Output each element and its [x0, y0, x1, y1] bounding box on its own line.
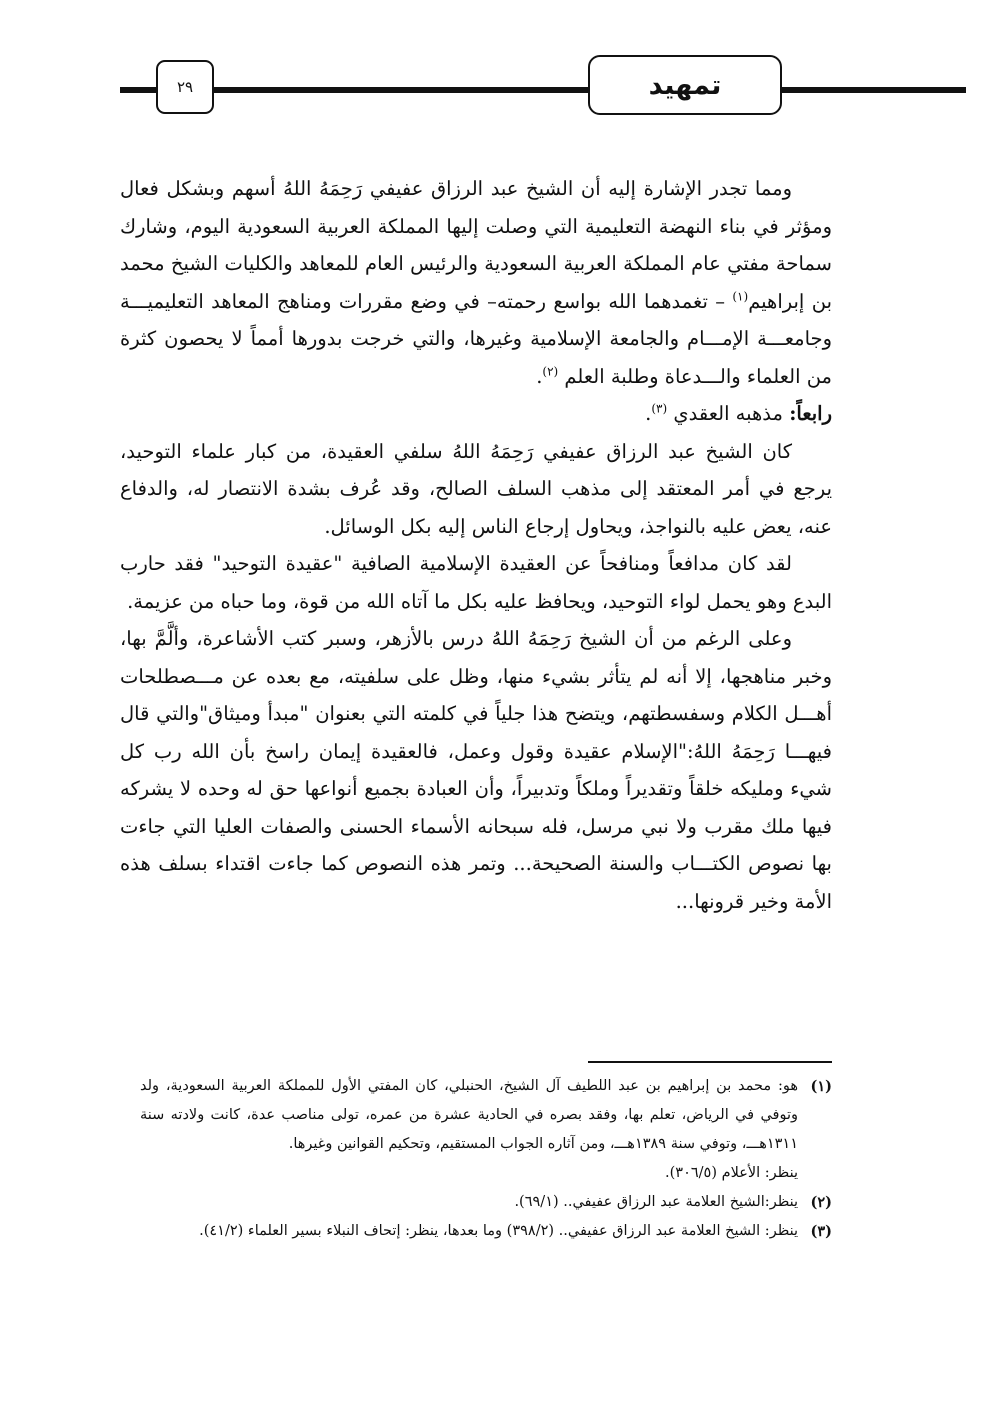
header-rule-middle	[214, 87, 588, 93]
footnote-1	[140, 1072, 832, 1188]
section-heading-end: .	[645, 402, 652, 425]
footnote-source: ينظر: الأعلام (٣٠٦/٥).	[665, 1165, 798, 1181]
paragraph-1-text: ومما تجدر الإشارة إليه أن الشيخ عبد الرزاق عفيفي رَحِمَهُ اللهُ أسهم وبشكل فعال ومؤثر في بناء النهضة التعليمية التي وصلت إليها المملكة العربية السعودية اليوم، وشارك سماحة مفتي عام المملكة العربية السعودية والرئيس العام للمعاهد والكليات الشيخ محمد بن إبراهيم	[120, 177, 832, 313]
footnote-separator	[588, 1061, 832, 1063]
chapter-title: تمهيد	[648, 69, 722, 101]
paragraph-4: وعلى الرغم من أن الشيخ رَحِمَهُ اللهُ درس بالأزهر، وسبر كتب الأشاعرة، وألَّمَّ بها، وخبر مناهجها، إلا أنه لم يتأثر بشيء منها، وظل على سلفيته، مع بعده عن مـــصطلحات أهـــل الكلام وسفسطتهم، ويتضح هذا جلياً في كلمته التي بعنوان "مبدأ وميثاق"والتي قال فيهـــا رَحِمَهُ اللهُ:"الإسلام عقيدة وقول وعمل، فالعقيدة إيمان راسخ بأن الله رب كل شيء ومليكه خلقاً وتقديراً وملكاً وتدبيراً، وأن العبادة بجميع أنواعها حق له وحده لا يشركه فيها ملك مقرب ولا نبي مرسل، فله سبحانه الأسماء الحسنى والصفات العليا التي جاءت بها نصوص الكتـــاب والسنة الصحيحة... وتمر هذه النصوص كما جاءت اقتداء بسلف هذه الأمة وخير قرونها...	[120, 627, 832, 913]
paragraph-1-continuation: – تغمدهما الله بواسع رحمته– في وضع مقررات ومناهج المعاهد التعليميـــة وجامعـــة الإمـــام والجامعة الإسلامية وغيرها، والتي خرجت بدورها أمماً لا يحصون كثرة من العلماء والـــدعاة وطلبة العلم	[120, 289, 832, 388]
footnote-text: ينظر:الشيخ العلامة عبد الرزاق عفيفي.. (٦٩/١).	[514, 1194, 798, 1210]
footnote-text: هو: محمد بن إبراهيم بن عبد اللطيف آل الشيخ، الحنبلي، كان المفتي الأول للمملكة العربية السعودية، ولد وتوفي في الرياض، تعلم بها، وفقد بصره في الحادية عشرة من عمره، تولى مناصب عدة، كانت ولادته سنة ١٣١١هـــ، وتوفي سنة ١٣٨٩هـــ، ومن آثاره الجواب المستقيم، وتحكيم القوانين وغيرها.	[140, 1078, 798, 1152]
footnote-3	[140, 1217, 832, 1246]
footnote-2	[140, 1188, 832, 1217]
page-number: ٢٩	[176, 78, 194, 96]
header-rule-right	[782, 87, 966, 93]
footnote-ref-1: (١)	[732, 289, 749, 303]
main-text	[120, 170, 832, 920]
footnote-number: (١)	[810, 1078, 832, 1095]
footnote-text: ينظر: الشيخ العلامة عبد الرزاق عفيفي.. (٣٩٨/٢) وما بعدها، ينظر: إتحاف النبلاء بسير العلماء (٤١/٢).	[199, 1223, 798, 1239]
header-rule-left	[120, 87, 156, 93]
section-heading-label: رابعاً:	[789, 402, 832, 425]
paragraph-2: كان الشيخ عبد الرزاق عفيفي رَحِمَهُ اللهُ سلفي العقيدة، من كبار علماء التوحيد، يرجع في أمر المعتقد إلى مذهب السلف الصالح، وقد عُرف بشدة الانتصار له، والدفاع عنه، يعض عليه بالنواجذ، ويحاول إرجاع الناس إليه بكل الوسائل.	[120, 439, 832, 538]
chapter-title-box	[588, 55, 782, 115]
page-number-box	[156, 60, 214, 114]
paragraph-1	[120, 170, 832, 395]
section-heading	[120, 395, 832, 433]
footnote-number: (٢)	[810, 1194, 832, 1211]
section-heading-text: مذهبه العقدي	[667, 402, 790, 425]
footnote-ref-2: (٢)	[542, 364, 559, 378]
footnote-ref-3: (٣)	[651, 401, 668, 416]
footnotes	[140, 1072, 832, 1246]
paragraph-1-end: .	[536, 364, 543, 388]
footnote-number: (٣)	[810, 1223, 832, 1240]
paragraph-3: لقد كان مدافعاً ومنافحاً عن العقيدة الإسلامية الصافية "عقيدة التوحيد" فقد حارب البدع وهو يحمل لواء التوحيد، ويحافظ عليه بكل ما آتاه الله من قوة، وما حباه من عزيمة.	[120, 552, 832, 613]
